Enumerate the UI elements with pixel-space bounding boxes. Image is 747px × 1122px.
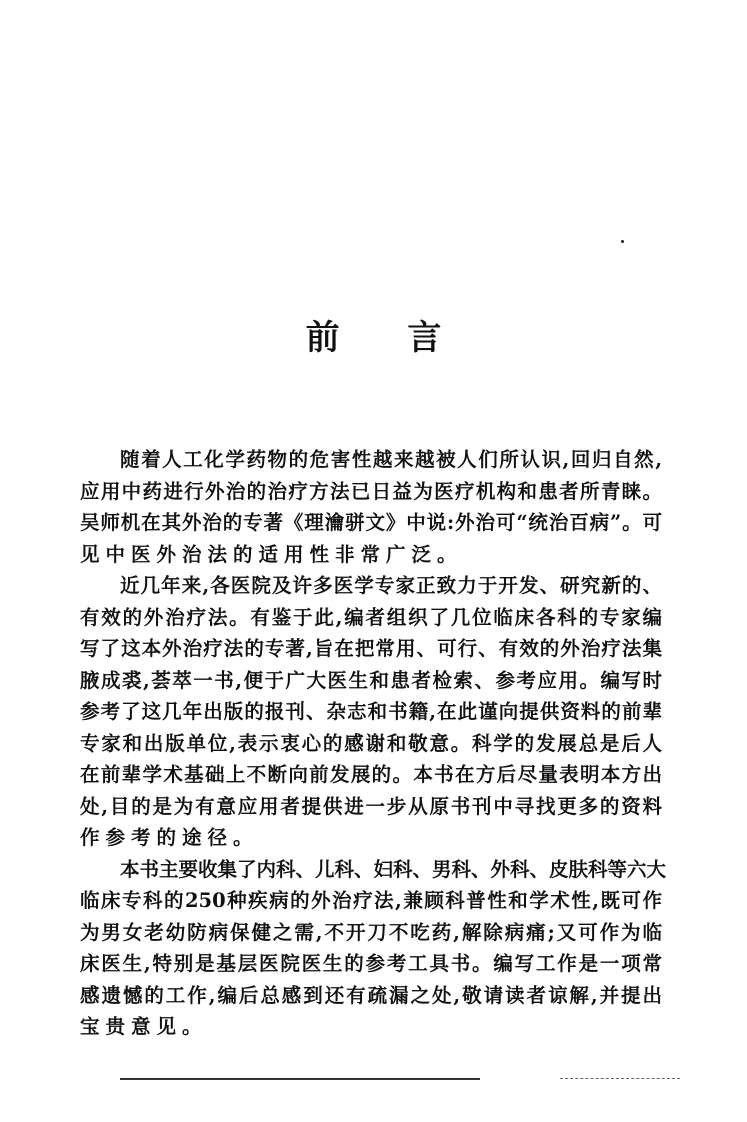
text-line: 专家和出版单位,表示衷心的感谢和敬意。科学的发展总是后人 xyxy=(80,731,662,755)
text-line: 参考了这几年出版的报刊、杂志和书籍,在此谨向提供资料的前辈 xyxy=(80,700,662,723)
scan-edge-line xyxy=(560,1078,680,1080)
text-line: 见中医外治法的适用性非常广泛。 xyxy=(80,542,463,566)
text-line: 床医生,特别是基层医院医生的参考工具书。编写工作是一项常 xyxy=(80,952,662,975)
preface-body xyxy=(80,444,667,1043)
text-line: 在前辈学术基础上不断向前发展的。本书在方后尽量表明本方出 xyxy=(80,763,662,786)
text-line: 作参考的途径。 xyxy=(80,826,259,849)
scan-speck xyxy=(621,240,624,243)
page-title: 前 言 xyxy=(305,318,470,358)
text-line: 宝贵意见。 xyxy=(80,1015,208,1038)
text-line: 为男女老幼防病保健之需,不开刀不吃药,解除病痛;又可作为临 xyxy=(80,920,662,944)
text-line: 近几年来,各医院及许多医学专家正致力于开发、研究新的、 xyxy=(120,574,662,597)
text-line: 本书主要收集了内科、儿科、妇科、男科、外科、皮肤科等六大 xyxy=(120,857,667,881)
text-line: 有效的外治疗法。有鉴于此,编者组织了几位临床各科的专家编 xyxy=(80,605,662,629)
text-line: 腋成裘,荟萃一书,便于广大医生和患者检索、参考应用。编写时 xyxy=(80,668,662,692)
text-line: 临床专科的250种疾病的外治疗法,兼顾科普性和学术性,既可作 xyxy=(80,889,662,912)
text-line: 处,目的是为有意应用者提供进一步从原书刊中寻找更多的资料 xyxy=(80,794,662,818)
text-line: 写了这本外治疗法的专著,旨在把常用、可行、有效的外治疗法集 xyxy=(80,637,662,660)
scan-edge-line xyxy=(120,1078,480,1080)
text-line: 随着人工化学药物的危害性越来越被人们所认识,回归自然, xyxy=(120,448,662,471)
text-line: 吴师机在其外治的专著《理瀹骈文》中说:外治可“统治百病”。可 xyxy=(80,511,662,534)
text-line: 应用中药进行外治的治疗方法已日益为医疗机构和患者所青睐。 xyxy=(80,479,662,503)
text-line: 感遗憾的工作,编后总感到还有疏漏之处,敬请读者谅解,并提出 xyxy=(80,983,662,1007)
